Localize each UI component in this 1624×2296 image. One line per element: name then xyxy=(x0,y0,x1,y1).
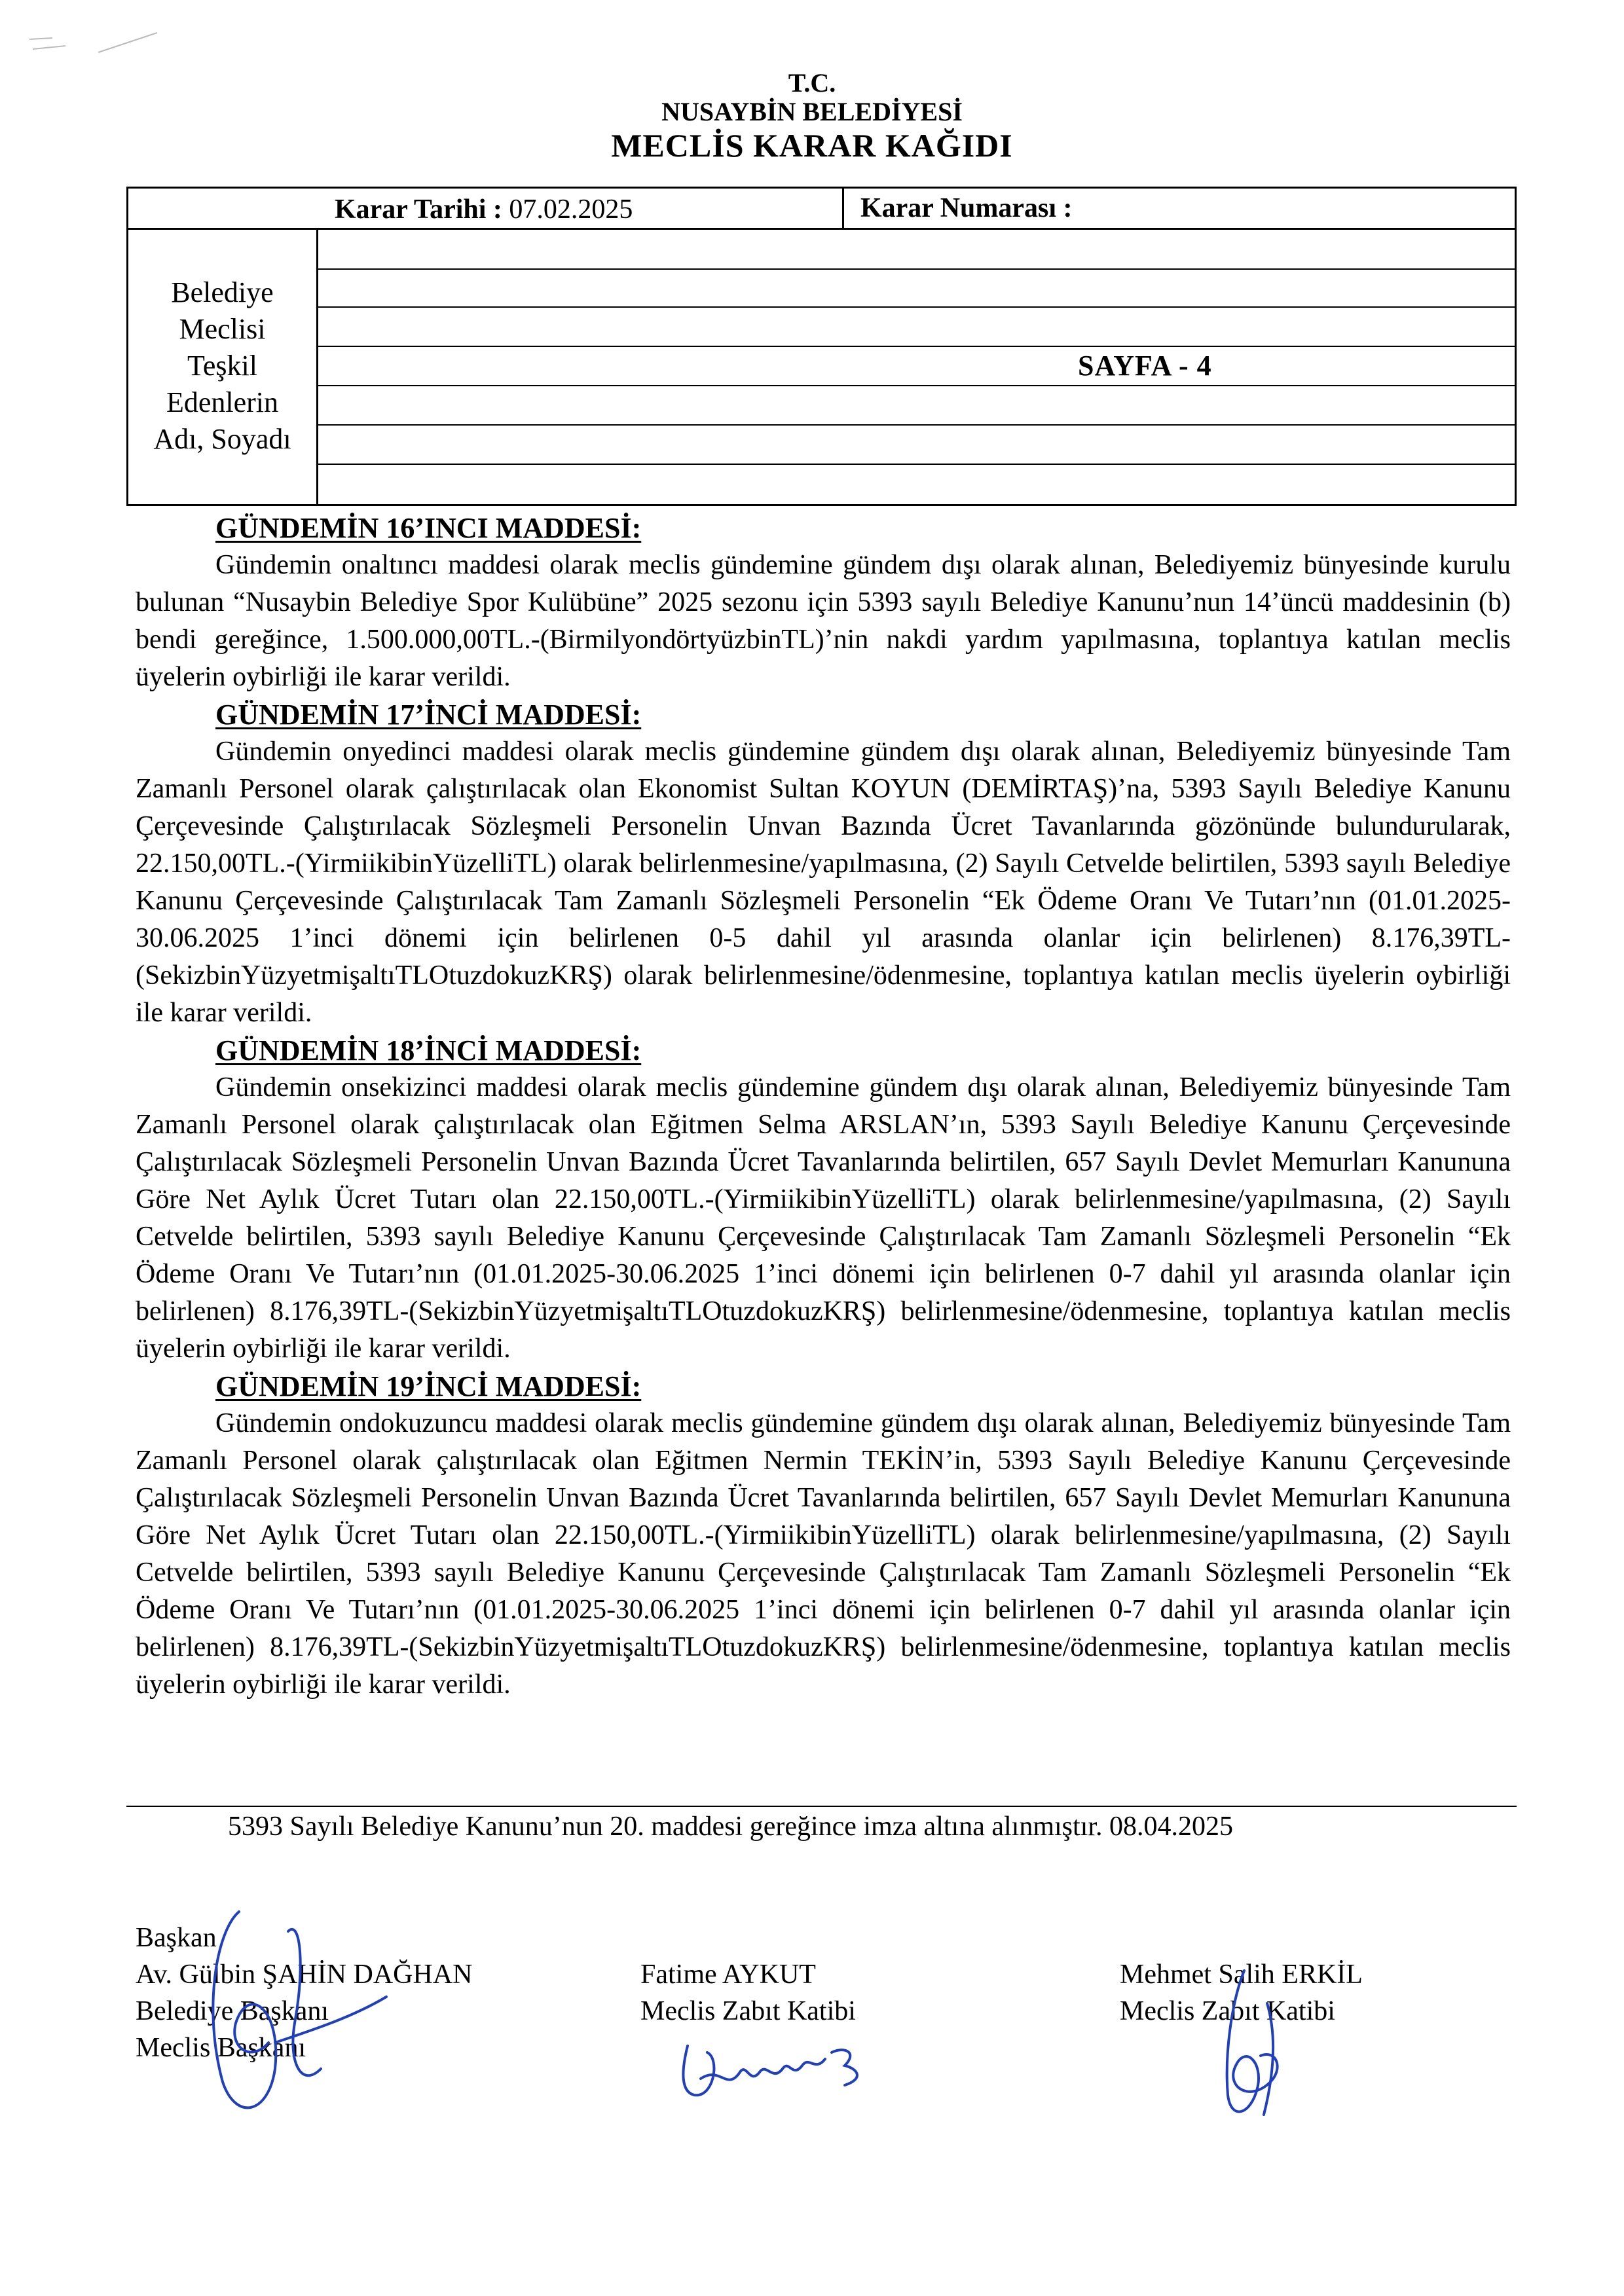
blank-line xyxy=(318,306,1515,308)
closing-divider xyxy=(126,1806,1517,1807)
signature-name: Fatime AYKUT xyxy=(640,1959,816,1990)
signature-title: Meclis Zabıt Katibi xyxy=(1120,1996,1335,2026)
members-label-line: Belediye xyxy=(171,276,274,308)
document-header xyxy=(0,69,1624,164)
signature-block-clerk-2 xyxy=(1120,1956,1363,2030)
agenda-item-heading: GÜNDEMİN 17’İNCİ MADDESİ: xyxy=(215,699,642,731)
signature-block-clerk-1 xyxy=(640,1956,856,2030)
decision-date xyxy=(335,194,633,225)
document-title: MECLİS KARAR KAĞIDI xyxy=(611,127,1013,164)
scan-artifact-mark xyxy=(26,26,170,65)
blank-line xyxy=(318,424,1515,426)
council-members-blank-lines xyxy=(318,228,1515,504)
signature-title: Meclis Zabıt Katibi xyxy=(640,1996,856,2026)
handwritten-signature-clerk-1 xyxy=(668,2033,877,2105)
header-municipality: NUSAYBİN BELEDİYESİ xyxy=(661,97,963,126)
members-label-line: Edenlerin xyxy=(166,386,279,418)
closing-statement: 5393 Sayılı Belediye Kanunu’nun 20. maddesi gereğince imza altına alınmıştır. 08.04.2025 xyxy=(228,1812,1234,1842)
decision-number-label: Karar Numarası : xyxy=(860,193,1073,223)
members-label-line: Adı, Soyadı xyxy=(153,423,291,455)
decision-date-label: Karar Tarihi : xyxy=(335,194,502,225)
agenda-item-16 xyxy=(136,509,1511,696)
signature-name: Av. Gülbin ŞAHİN DAĞHAN xyxy=(136,1959,473,1990)
decision-date-value: 07.02.2025 xyxy=(509,194,633,225)
agenda-item-18 xyxy=(136,1032,1511,1368)
page-number: SAYFA - 4 xyxy=(1078,350,1212,382)
agenda-item-17 xyxy=(136,696,1511,1032)
agenda-item-heading: GÜNDEMİN 16’INCI MADDESİ: xyxy=(215,512,642,544)
signature-line: Başkan xyxy=(136,1923,217,1953)
agenda-item-text: Gündemin onyedinci maddesi olarak meclis gündemine gündem dışı olarak alınan, Belediyemiz bünyesinde Tam Zamanlı Personel olarak çalıştırılacak olan Ekonomist Sultan KOYUN (DEMİRTAŞ)’na, 5393 Sayılı Belediye Kanunu Çerçevesinde Çalıştırılacak Sözleşmeli Personelin Unvan Bazında Ücret Tavanlarında gözönünde bulundurularak, 22.150,00TL.-(YirmiikibinYüzelliTL) olarak belirlenmesine/yapılmasına, (2) Sayılı Cetvelde belirtilen, 5393 sayılı Belediye Kanunu Çerçevesinde Çalıştırılacak Tam Zamanlı Sözleşmeli Personelin “Ek Ödeme Oranı Ve Tutarı’nın (01.01.2025-30.06.2025 1’inci dönemi için belirlenen 0-5 dahil yıl arasında olanlar için belirlenen) 8.176,39TL-(SekizbinYüzyetmişaltıTLOtuzdokuzKRŞ) olarak belirlenmesine/ödenmesine, toplantıya katılan meclis üyelerin oybirliği ile karar verildi. xyxy=(136,737,1511,1028)
blank-line xyxy=(318,346,1515,347)
agenda-item-heading: GÜNDEMİN 18’İNCİ MADDESİ: xyxy=(215,1034,642,1066)
header-table xyxy=(126,187,1517,506)
agenda-item-19 xyxy=(136,1368,1511,1704)
decision-number xyxy=(842,189,1515,228)
agenda-item-heading: GÜNDEMİN 19’İNCİ MADDESİ: xyxy=(215,1370,642,1402)
decision-info-row xyxy=(128,189,1515,230)
blank-line xyxy=(318,268,1515,270)
members-label-line: Meclisi xyxy=(179,313,266,345)
agenda-item-text: Gündemin onsekizinci maddesi olarak meclis gündemine gündem dışı olarak alınan, Belediyemiz bünyesinde Tam Zamanlı Personel olarak çalıştırılacak olan Eğitmen Selma ARSLAN’ın, 5393 Sayılı Belediye Kanunu Çerçevesinde Çalıştırılacak Sözleşmeli Personelin Unvan Bazında Ücret Tavanlarında belirtilen, 657 Sayılı Devlet Memurları Kanununa Göre Net Aylık Ücret Tutarı olan 22.150,00TL.-(YirmiikibinYüzelliTL) olarak belirlenmesine/yapılmasına, (2) Sayılı Cetvelde belirtilen, 5393 sayılı Belediye Kanunu Çerçevesinde Çalıştırılacak Tam Zamanlı Sözleşmeli Personelin “Ek Ödeme Oranı Ve Tutarı’nın (01.01.2025-30.06.2025 1’inci dönemi için belirlenen 0-7 dahil yıl arasında olanlar için belirlenen) 8.176,39TL-(SekizbinYüzyetmişaltıTLOtuzdokuzKRŞ) belirlenmesine/ödenmesine, toplantıya katılan meclis üyelerin oybirliği ile karar verildi. xyxy=(136,1072,1511,1364)
agenda-item-text: Gündemin ondokuzuncu maddesi olarak meclis gündemine gündem dışı olarak alınan, Belediyemiz bünyesinde Tam Zamanlı Personel olarak çalıştırılacak olan Eğitmen Nermin TEKİN’in, 5393 Sayılı Belediye Kanunu Çerçevesinde Çalıştırılacak Sözleşmeli Personelin Unvan Bazında Ücret Tavanlarında belirtilen, 657 Sayılı Devlet Memurları Kanununa Göre Net Aylık Ücret Tutarı olan 22.150,00TL.-(YirmiikibinYüzelliTL) olarak belirlenmesine/yapılmasına, (2) Sayılı Cetvelde belirtilen, 5393 sayılı Belediye Kanunu Çerçevesinde Çalıştırılacak Tam Zamanlı Sözleşmeli Personelin “Ek Ödeme Oranı Ve Tutarı’nın (01.01.2025-30.06.2025 1’inci dönemi için belirlenen 0-7 dahil yıl arasında olanlar için belirlenen) 8.176,39TL-(SekizbinYüzyetmişaltıTLOtuzdokuzKRŞ) belirlenmesine/ödenmesine, toplantıya katılan meclis üyelerin oybirliği ile karar verildi. xyxy=(136,1408,1511,1700)
signature-title: Meclis Başkanı xyxy=(136,2033,306,2063)
agenda-item-text: Gündemin onaltıncı maddesi olarak meclis gündemine gündem dışı olarak alınan, Belediyemiz bünyesinde kurulu bulunan “Nusaybin Belediye Spor Kulübüne” 2025 sezonu için 5393 sayılı Belediye Kanunu’nun 14’üncü maddesinin (b) bendi gereğince, 1.500.000,00TL.-(BirmilyondörtyüzbinTL)’nin nakdi yardım yapılmasına, toplantıya katılan meclis üyelerin oybirliği ile karar verildi. xyxy=(136,550,1511,692)
blank-line xyxy=(318,385,1515,386)
members-label-line: Teşkil xyxy=(187,350,257,382)
signature-title: Belediye Başkanı xyxy=(136,1996,329,2026)
signature-name: Mehmet Salih ERKİL xyxy=(1120,1959,1363,1990)
header-tc: T.C. xyxy=(788,68,836,98)
blank-line xyxy=(318,464,1515,465)
decision-body xyxy=(136,509,1511,1704)
council-members-label xyxy=(128,228,318,504)
signature-block-mayor xyxy=(136,1920,472,2066)
